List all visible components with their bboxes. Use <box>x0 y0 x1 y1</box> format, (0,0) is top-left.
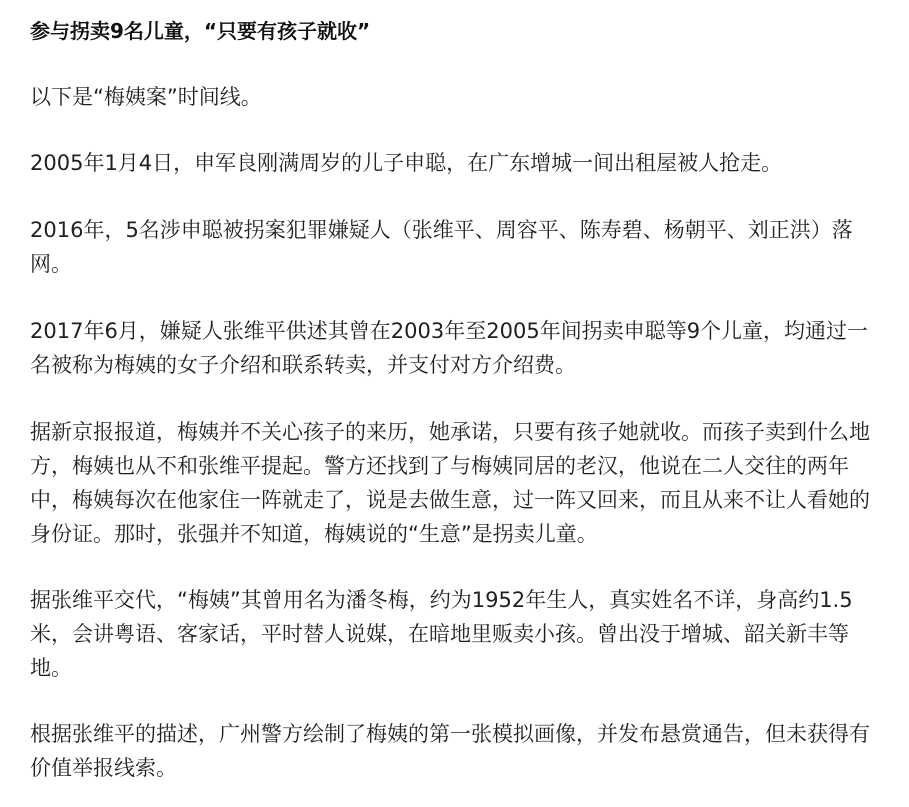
article-title: 参与拐卖9名儿童，“只要有孩子就收” <box>30 19 371 43</box>
paragraph-2017: 2017年6月，嫌疑人张维平供述其曾在2003年至2005年间拐卖申聪等9个儿童，均通过一名被称为梅姨的女子介绍和联系转卖，并支付对方介绍费。 <box>30 319 869 377</box>
paragraph-2016: 2016年，5名涉申聪被拐案犯罪嫌疑人（张维平、周容平、陈寿碧、杨朝平、刘正洪）落网。 <box>30 218 853 276</box>
paragraph-portrait: 根据张维平的描述，广州警方绘制了梅姨的第一张模拟画像，并发布悬赏通告，但未获得有价值举报线索。 <box>30 722 870 780</box>
paragraph-2005: 2005年1月4日，申军良刚满周岁的儿子申聪，在广东增城一间出租屋被人抢走。 <box>30 151 783 175</box>
paragraph-intro: 以下是“梅姨案”时间线。 <box>30 85 262 109</box>
paragraph-report: 据新京报报道，梅姨并不关心孩子的来历，她承诺，只要有孩子她就收。而孩子卖到什么地方，梅姨也从不和张维平提起。警方还找到了与梅姨同居的老汉，他说在二人交往的两年中，梅姨每次在他家住一阵就走了，说是去做生意，过一阵又回来，而且从来不让人看她的身份证。那时，张强并不知道，梅姨说的“生意”是拐卖儿童。 <box>30 420 870 546</box>
paragraph-confession: 据张维平交代，“梅姨”其曾用名为潘冬梅，约为1952年生人，真实姓名不详，身高约1.5米，会讲粤语、客家话，平时替人说媒，在暗地里贩卖小孩。曾出没于增城、韶关新丰等地。 <box>30 588 853 680</box>
article-body <box>30 0 879 785</box>
